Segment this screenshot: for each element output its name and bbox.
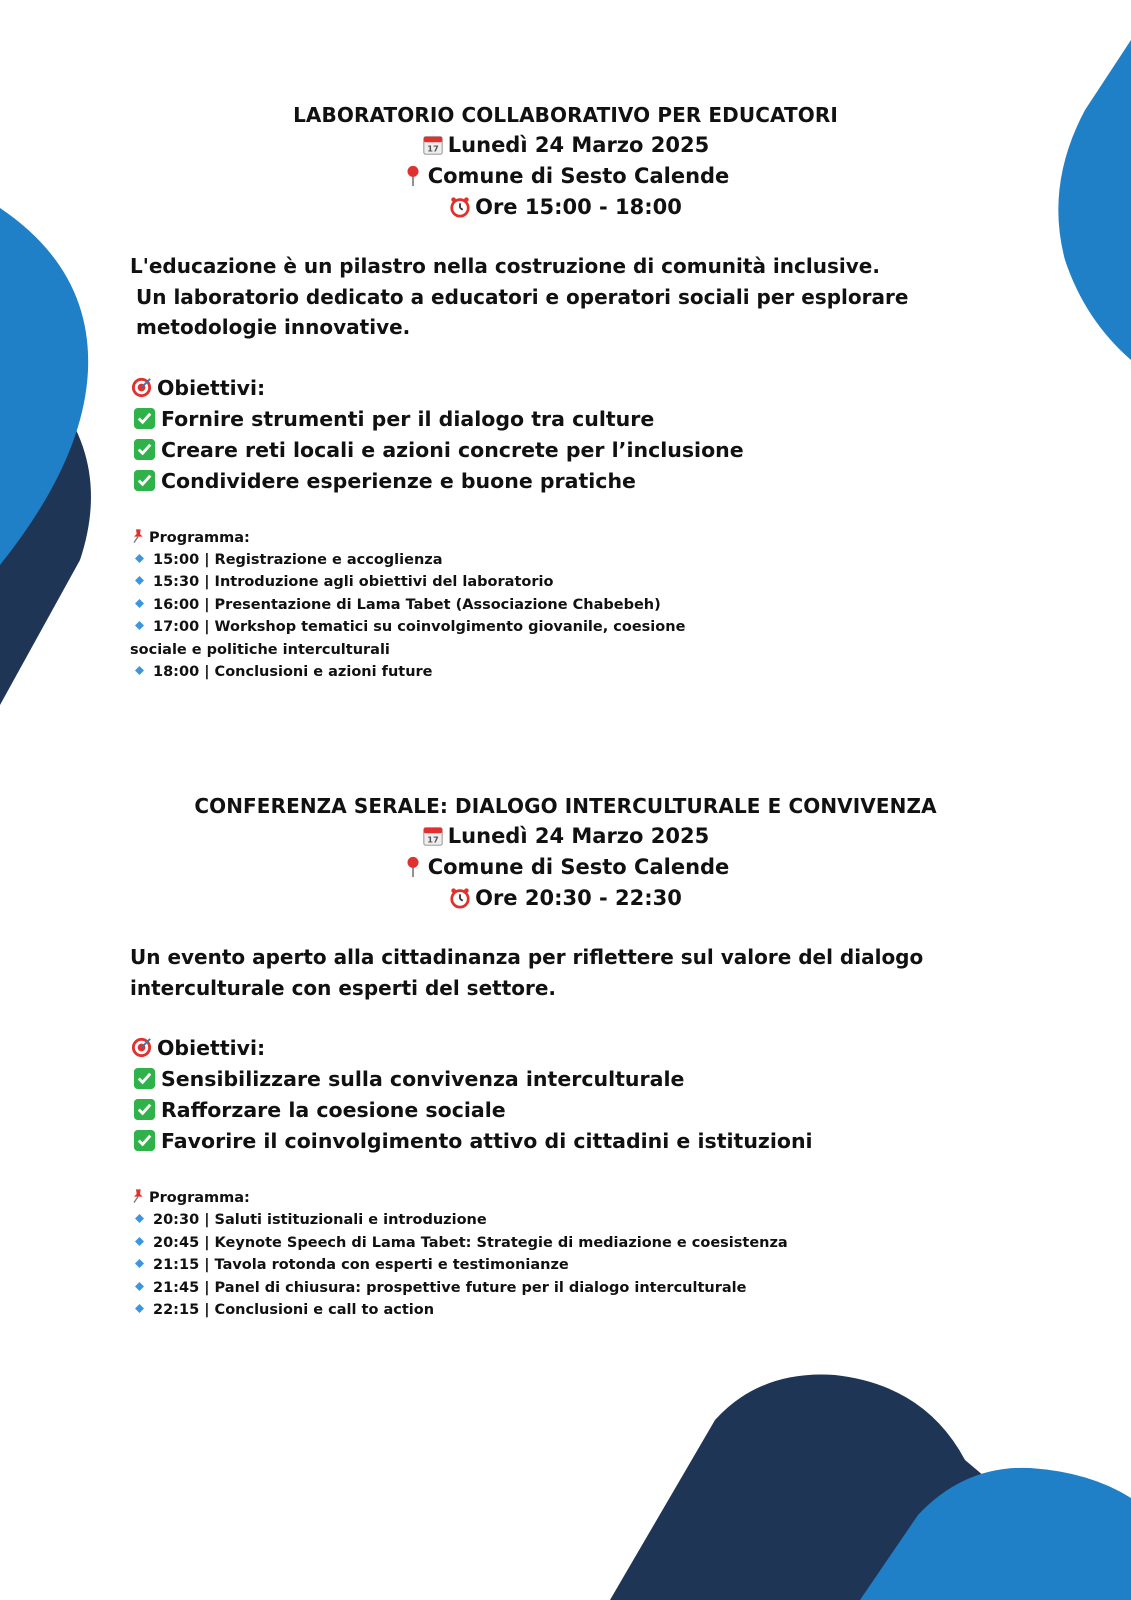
objective-text: Condividere esperienze e buone pratiche — [161, 468, 636, 493]
objective-item — [130, 404, 1131, 435]
program-item — [130, 1299, 1131, 1321]
pin-icon — [402, 856, 424, 878]
program-item-text: 21:45 | Panel di chiusura: prospettive future per il dialogo interculturale — [153, 1279, 747, 1296]
pin-icon — [402, 165, 424, 187]
pushpin-icon — [130, 528, 146, 544]
program-heading — [130, 1187, 1131, 1209]
check-mark-icon — [133, 1129, 156, 1152]
event-title: LABORATORIO COLLABORATIVO PER EDUCATORI — [293, 103, 838, 127]
blue-diamond-icon — [135, 599, 144, 608]
calendar-icon — [422, 134, 444, 156]
program-item-text: 15:30 | Introduzione agli obiettivi del laboratorio — [153, 574, 554, 591]
program-item — [130, 1232, 1131, 1254]
program-item — [130, 616, 730, 661]
check-mark-icon — [133, 438, 156, 461]
program-item-text: 22:15 | Conclusioni e call to action — [153, 1302, 435, 1319]
objective-item — [130, 466, 1131, 497]
svg-text:17: 17 — [427, 834, 439, 845]
objective-text: Rafforzare la coesione sociale — [161, 1098, 506, 1122]
objective-text: Fornire strumenti per il dialogo tra culture — [161, 406, 655, 431]
check-mark-icon — [133, 1098, 156, 1121]
target-icon — [130, 376, 153, 399]
event-date-text: Lunedì 24 Marzo 2025 — [447, 824, 710, 848]
objective-item — [130, 1095, 1131, 1126]
event-title: CONFERENZA SERALE: DIALOGO INTERCULTURALE E CONVIVENZA — [194, 794, 937, 818]
check-mark-icon — [133, 407, 156, 430]
program-label: Programma: — [149, 529, 250, 546]
program-item — [130, 571, 1131, 593]
event-place — [0, 852, 1131, 883]
objectives-heading — [130, 1033, 1131, 1064]
objective-item — [130, 1126, 1131, 1157]
objectives-section — [130, 373, 1131, 497]
pushpin-icon — [130, 1188, 146, 1204]
event-header — [0, 100, 1131, 223]
blue-diamond-icon — [135, 1214, 144, 1223]
event-time-text: Ore 15:00 - 18:00 — [475, 195, 682, 219]
program-item — [130, 1277, 1131, 1299]
event-place — [0, 161, 1131, 192]
objective-text: Creare reti locali e azioni concrete per l’inclusione — [161, 437, 744, 462]
blue-diamond-icon — [135, 554, 144, 563]
event-time — [0, 192, 1131, 223]
program-item — [130, 594, 1131, 616]
program-item-text: 15:00 | Registrazione e accoglienza — [153, 551, 443, 568]
objectives-label: Obiettivi: — [157, 1036, 266, 1060]
program-section — [130, 527, 1131, 684]
blue-diamond-icon — [135, 1304, 144, 1313]
objective-text: Sensibilizzare sulla convivenza interculturale — [161, 1067, 685, 1091]
objective-item — [130, 435, 1131, 466]
check-mark-icon — [133, 1067, 156, 1090]
event-date — [0, 821, 1131, 852]
event-header — [0, 791, 1131, 914]
program-item — [130, 549, 1131, 571]
event-date-text: Lunedì 24 Marzo 2025 — [447, 133, 710, 157]
alarm-clock-icon — [449, 196, 471, 218]
intro-line-2: Un laboratorio dedicato a educatori e operatori sociali per esplorare metodologie innovative. — [136, 284, 909, 339]
event-place-text: Comune di Sesto Calende — [427, 164, 730, 188]
svg-text:17: 17 — [427, 143, 439, 154]
intro-text: Un evento aperto alla cittadinanza per riflettere sul valore del dialogo interculturale con esperti del settore. — [130, 945, 924, 1000]
objectives-heading — [130, 373, 1131, 404]
program-item — [130, 1254, 1131, 1276]
program-item — [130, 1209, 1131, 1231]
event-intro — [130, 942, 1010, 1003]
calendar-icon — [422, 825, 444, 847]
objectives-label: Obiettivi: — [157, 375, 266, 400]
event-intro — [130, 251, 1010, 343]
blue-diamond-icon — [135, 576, 144, 585]
event-laboratorio — [0, 100, 1131, 683]
blue-diamond-icon — [135, 1259, 144, 1268]
program-item-text: 20:30 | Saluti istituzionali e introduzione — [153, 1212, 487, 1229]
program-section — [130, 1187, 1131, 1321]
blue-diamond-icon — [135, 1237, 144, 1246]
alarm-clock-icon — [449, 887, 471, 909]
event-place-text: Comune di Sesto Calende — [427, 855, 730, 879]
blue-diamond-icon — [135, 621, 144, 630]
program-item-text: 18:00 | Conclusioni e azioni future — [153, 663, 433, 680]
program-item — [130, 661, 1131, 683]
blue-diamond-icon — [135, 666, 144, 675]
target-icon — [130, 1036, 153, 1059]
objective-text: Favorire il coinvolgimento attivo di cittadini e istituzioni — [161, 1129, 813, 1153]
check-mark-icon — [133, 469, 156, 492]
program-item-text: 16:00 | Presentazione di Lama Tabet (Associazione Chabebeh) — [153, 596, 661, 613]
program-item-text: 21:15 | Tavola rotonda con esperti e testimonianze — [153, 1257, 569, 1274]
event-conferenza — [0, 791, 1131, 1321]
event-time-text: Ore 20:30 - 22:30 — [475, 886, 682, 910]
objectives-section — [130, 1033, 1131, 1157]
program-item-text: 17:00 | Workshop tematici su coinvolgimento giovanile, coesione sociale e politiche interculturali — [130, 619, 686, 658]
objective-item — [130, 1064, 1131, 1095]
program-item-text: 20:45 | Keynote Speech di Lama Tabet: Strategie di mediazione e coesistenza — [153, 1234, 788, 1251]
event-date — [0, 130, 1131, 161]
intro-line-1: L'educazione è un pilastro nella costruzione di comunità inclusive. — [130, 254, 880, 278]
event-time — [0, 883, 1131, 914]
program-heading — [130, 527, 1131, 549]
blue-diamond-icon — [135, 1282, 144, 1291]
program-label: Programma: — [149, 1190, 250, 1206]
